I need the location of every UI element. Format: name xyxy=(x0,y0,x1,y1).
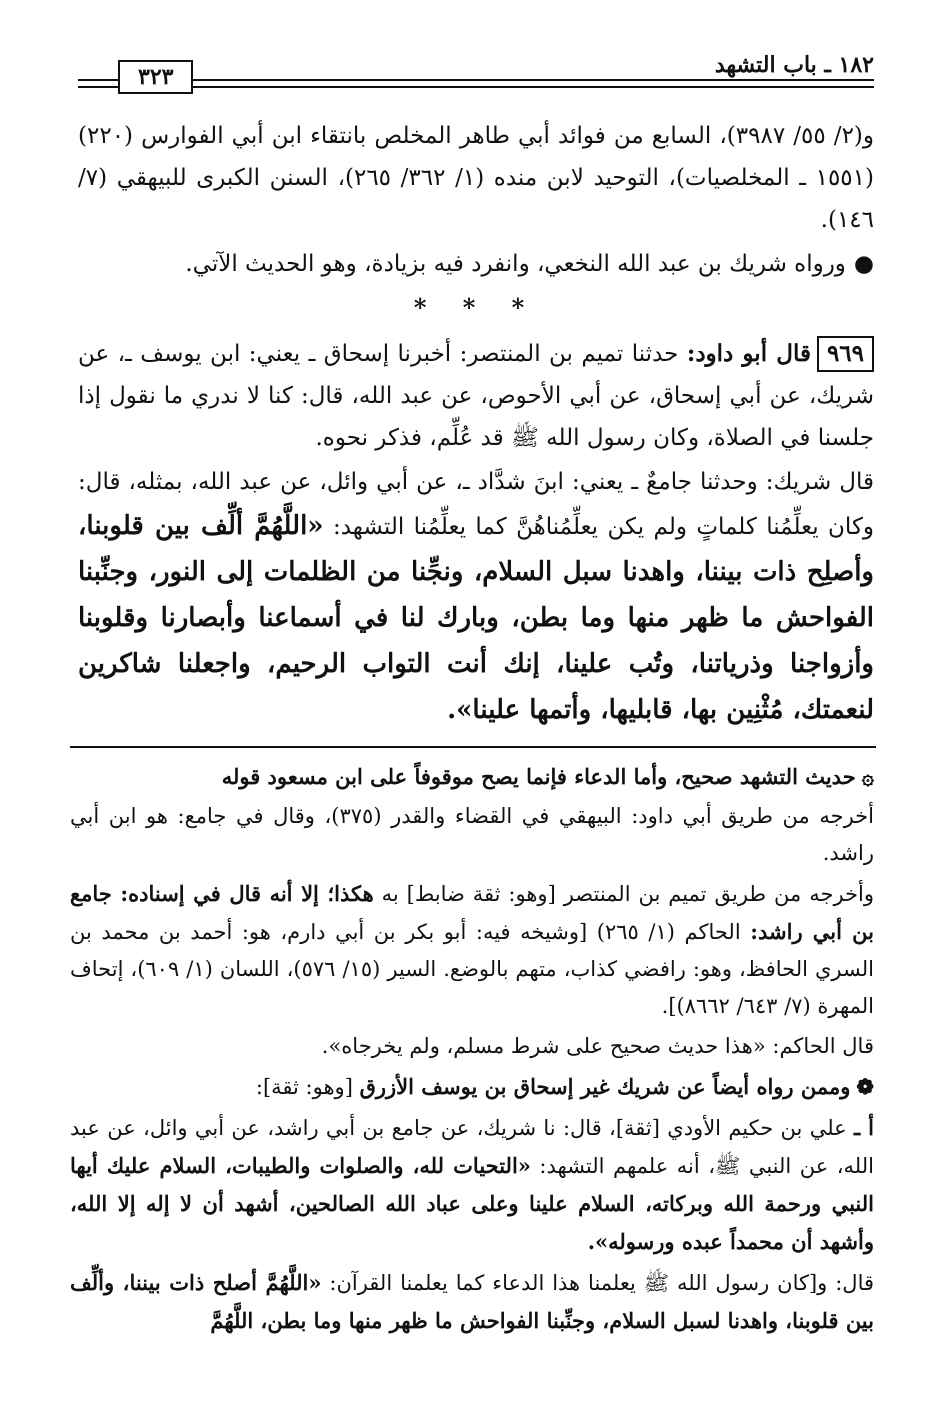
header-rule xyxy=(78,79,874,88)
footnote-hakim: قال الحاكم: «هذا حديث صحيح على شرط مسلم، ولم يخرجاه». xyxy=(321,1034,874,1058)
dua-paragraph: قال شريك: وحدثنا جامعٌ ـ يعني: ابنَ شدَّاد ـ، عن أبي وائل، عن عبد الله، بمثله، قال: وكان يعلِّمُنا كلماتٍ ولم يكن يعلِّمُناهُنَّ كما يعلِّمُنا التشهد: «اللَّهُمَّ ألِّف بين قلوبنا، وأصلِح ذات بيننا، واهدنا سبل السلام، ونجِّنا من الظلمات إلى النور، وجنِّبنا الفواحش ما ظهر منها وما بطن، وبارك لنا في أسماعنا وأبصارنا وقلوبنا وأزواجنا وذرياتنا، وتُب علينا، إنك أنت التواب الرحيم، واجعلنا شاكرين لنعمتك، مُثْنِين بها، قابليها، وأتمها علينا». xyxy=(78,469,874,725)
footnote-other-narrators: ❁وممن رواه أيضاً عن شريك غير إسحاق بن يوسف الأزرق [وهو: ثقة]: xyxy=(255,1074,874,1099)
flower-icon: ❁ xyxy=(856,1074,874,1099)
section-divider-stars: * * * xyxy=(413,293,539,322)
main-text xyxy=(78,115,874,735)
footnote-ruling: ۞حديث التشهد صحيح، وأما الدعاء فإنما يصح موقوفاً على ابن مسعود قوله xyxy=(221,764,874,789)
page-number: ٣٢٣ xyxy=(118,60,193,94)
footnote-takhrij-1: أخرجه من طريق أبي داود: البيهقي في القضاء والقدر (٣٧٥)، وقال في جامع: هو ابن أبي راشد. xyxy=(70,804,874,865)
footnote-narrator-a: أ ـ علي بن حكيم الأودي [ثقة]، قال: نا شريك، عن جامع بن أبي راشد، عن أبي وائل، عن عبد الله، عن النبي ﷺ، أنه علمهم التشهد: «التحيات لله، والصلوات والطيبات، السلام عليك أيها النبي ورحمة الله وبركاته، السلام علينا وعلى عباد الله الصالحين، أشهد أن لا إله إلا الله، وأشهد أن محمداً عبده ورسوله». xyxy=(70,1115,874,1254)
hadith-intro: قال أبو داود: xyxy=(686,340,811,367)
ruling-icon: ۞ xyxy=(861,764,874,789)
hadith-text: حدثنا تميم بن المنتصر: أخبرنا إسحاق ـ يعني: ابن يوسف ـ، عن شريك، عن أبي إسحاق، عن أبي الأحوص، عن عبد الله، قال: كنا لا ندري ما نقول إذا جلسنا في الصلاة، وكان رسول الله ﷺ قد عُلِّم، فذكر نحوه. xyxy=(78,341,874,451)
paragraph-sharik-note: ●ورواه شريك بن عبد الله النخعي، وانفرد فيه بزيادة، وهو الحديث الآتي. xyxy=(185,250,874,277)
page-header xyxy=(78,52,874,102)
footnotes xyxy=(70,758,874,1343)
paragraph-references: و(٢/ ٥٥/ ٣٩٨٧)، السابع من فوائد أبي طاهر المخلص بانتقاء ابن أبي الفوارس (٢٢٠) (١٥٥١ ـ المخلصيات)، التوحيد لابن منده (١/ ٣٦٢/ ٢٦٥)، السنن الكبرى للبيهقي (٧/ ١٤٦). xyxy=(78,123,875,233)
footnote-takhrij-2: وأخرجه من طريق تميم بن المنتصر [وهو: ثقة ضابط] به هكذا؛ إلا أنه قال في إسناده: جامع بن أبي راشد: الحاكم (١/ ٢٦٥) [وشيخه فيه: أبو بكر بن أبي دارم، هو: أحمد بن محمد بن السري الحافظ، وهو: رافضي كذاب، متهم بالوضع. السير (١٥/ ٥٧٦)، اللسان (١/ ٦٠٩)، إتحاف المهرة (٧/ ٦٤٣/ ٨٦٦٢)]. xyxy=(70,881,874,1018)
hadith-number-badge: ٩٦٩ xyxy=(817,336,874,372)
bullet-icon: ● xyxy=(853,250,874,277)
hadith-paragraph xyxy=(78,333,874,459)
running-title: ١٨٢ ـ باب التشهد xyxy=(714,52,874,78)
footnote-dua: قال: و[كان رسول الله ﷺ يعلمنا هذا الدعاء كما يعلمنا القرآن: «اللَّهُمَّ أصلح ذات بيننا، وألِّف بين قلوبنا، واهدنا لسبل السلام، وجنِّبنا الفواحش ما ظهر منها وما بطن، اللَّهُمَّ xyxy=(70,1270,874,1333)
footnote-separator xyxy=(70,746,876,748)
dua-text: «اللَّهُمَّ ألِّف بين قلوبنا، وأصلِح ذات بيننا، واهدنا سبل السلام، ونجِّنا من الظلمات إلى النور، وجنِّبنا الفواحش ما ظهر منها وما بطن، وبارك لنا في أسماعنا وأبصارنا وقلوبنا وأزواجنا وذرياتنا، وتُب علينا، إنك أنت التواب الرحيم، واجعلنا شاكرين لنعمتك، مُثْنِين بها، قابليها، وأتمها علينا». xyxy=(78,511,874,725)
